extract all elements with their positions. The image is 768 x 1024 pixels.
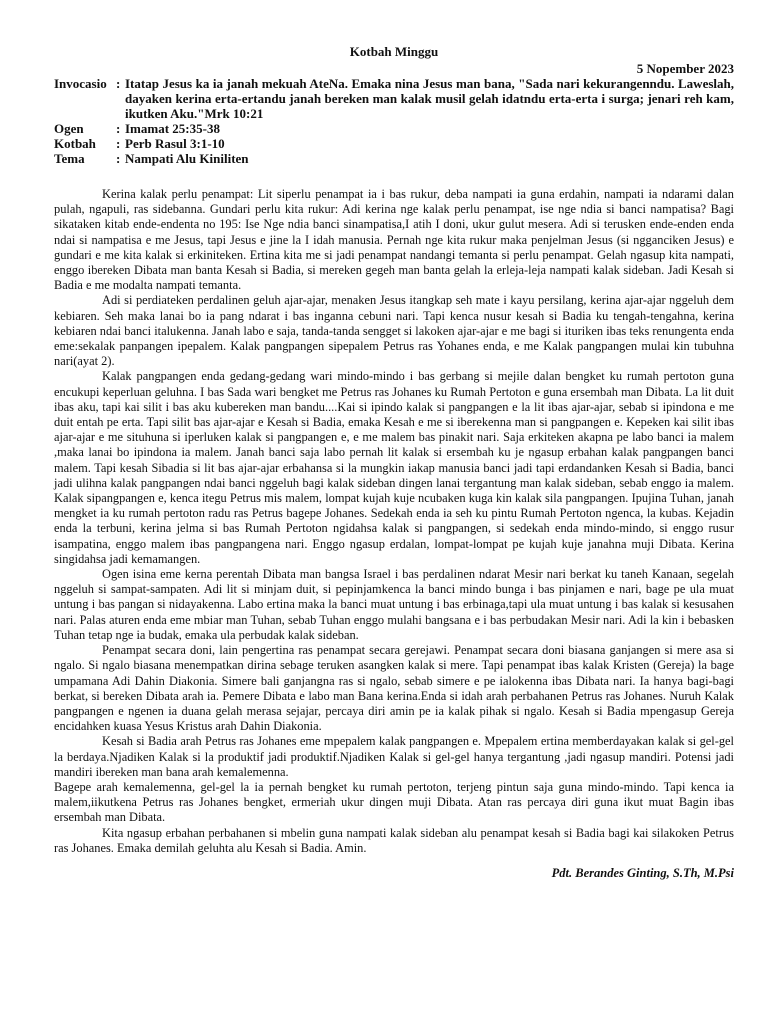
- sermon-meta: [54, 76, 734, 166]
- paragraph-8: Kita ngasup erbahan perbahanen si mbelin guna nampati kalak sideban alu penampat kesah si Badia bagi kai silakoken Petrus ras Johanes. Emaka demilah geluhta alu Kesah si Badia. Amin.: [54, 825, 734, 855]
- invocasio-value: Itatap Jesus ka ia janah mekuah AteNa. Emaka nina Jesus man bana, "Sada nari kekurangenndu. Laweslah, dayaken kerina erta-ertandu janah bereken man kalak musil gelah idatndu erta-erta i surga; jenari reh kam, ikutken Aku."Mrk 10:21: [125, 76, 734, 121]
- kotbah-label: Kotbah: [54, 136, 96, 151]
- colon: :: [116, 76, 121, 91]
- tema-label: Tema: [54, 151, 85, 166]
- paragraph-6: Kesah si Badia arah Petrus ras Johanes eme mpepalem kalak pangpangen e. Mpepalem ertina memberdayakan kalak si gel-gel la berdaya.Njadiken Kalak si la produktif jadi produktif.Njadiken Kalak si gel-gel hanya tergantung ,jadi ngasup mandiri. Potensi jadi mandiri ibereken man bana arah kemalemenna.: [54, 734, 734, 779]
- ogen-row: [54, 121, 734, 136]
- invocasio-label: Invocasio: [54, 76, 107, 91]
- colon: :: [116, 136, 121, 151]
- invocasio-row: [54, 76, 734, 121]
- sermon-page: [54, 44, 734, 881]
- section-spacer: [54, 166, 734, 187]
- sermon-body: [54, 187, 734, 856]
- colon: :: [116, 121, 121, 136]
- paragraph-4: Ogen isina eme kerna perentah Dibata man bangsa Israel i bas perdalinen ndarat Mesir nari berkat ku taneh Kanaan, segelah nggeluh si sampat-sampaten. Adi lit si minjam duit, si pepinjamkenca la banci mindo bunga i bas pinjamen e nari, bage pe ula muat untung i bas pangan si nidayakenna. Labo ertina maka la banci muat untung i bas erbinaga,tapi ula muat untung i bas kalak si kesusahen nari. Palas aturen enda eme mbiar man Tuhan, sebab Tuhan enggo mulahi bangsana e i bas perbudakan Mesir nari. Adi la kin i bebasken Tuhan tetap nge ia budak, emaka ula perbudak kalak sideban.: [54, 567, 734, 642]
- kotbah-value: Perb Rasul 3:1-10: [125, 136, 225, 151]
- kotbah-row: [54, 136, 734, 151]
- colon: :: [116, 151, 121, 166]
- paragraph-1: Kerina kalak perlu penampat: Lit siperlu penampat ia i bas rukur, deba nampati ia guna erdahin, nampati ia ndarami dalan pulah, ngapuli, ras sidebanna. Gundari perlu kita rukur: Adi kerina nge kalak perlu penampat, ise nge ndia si banci nampatisa? Bagi sikataken kitab ende-endenta no 195: Ise Nge ndia banci sinampatisa,I atih I doni, ukur gulut mesera. Adi si terusken ende-enden enda ndai si nampatisa e me Jesus, tapi Jesus e jine la I idah manusia. Pernah nge kita rukur maka penjelman Jesus (si ngganciken Jesus) e gundari e me kita kalak si erkiniteken. Ertina kita me si jadi penampat nandangi temanta si perlu penampat. Gelah ngasup kita nampati, enggo ibereken Dibata man banta Kesah si Badia, si mereken gegeh man banta gelah la erleja-leja nampati kalak sideban. Jadi Kesah si Badia e me modalta nampati temanta.: [54, 187, 734, 293]
- author-signature: Pdt. Berandes Ginting, S.Th, M.Psi: [551, 865, 734, 880]
- page-title: Kotbah Minggu: [349, 44, 439, 59]
- ogen-label: Ogen: [54, 121, 84, 136]
- tema-value: Nampati Alu Kiniliten: [125, 151, 249, 166]
- paragraph-7: Bagepe arah kemalemenna, gel-gel la ia pernah bengket ku rumah pertoton, terjeng pintun saja guna mindo-mindo. Tapi kenca ia malem,iikutkena Petrus ras Johanes bengket, ermeriah ukur dingen muji Dibata. Atan ras percaya diri guna ikut muat Bagin ibas ersembah man Dibata.: [54, 779, 734, 825]
- paragraph-2: Adi si perdiateken perdalinen geluh ajar-ajar, menaken Jesus itangkap seh mate i kayu persilang, kerina ajar-ajar nggeluh dem kebiaren. Seh maka lanai bo ia pang ndarat i bas inganna cebuni nari. Tapi kenca nusur kesah si Badia ku tengah-tengahna, kerina kebiaren ndai banci italukenna. Janah labo e saja, tanda-tanda sengget si lakoken ajar-ajar e me bagi si ituriken ibas teks renungenta enda eme:sekalak panpangen ipepalem. Kalak pangpangen sipepalem Petrus ras Yohanes enda, e me Kalak pangpangen mulai kin tubuhna nari(ayat 2).: [54, 293, 734, 369]
- paragraph-3: Kalak pangpangen enda gedang-gedang wari mindo-mindo i bas gerbang si mejile dalan bengket ku rumah pertoton guna encukupi keperluan geluhna. I bas Sada wari bengket me Petrus ras Johanes ku Rumah Pertoton e guna ersembah man Dibata. La lit duit ibas aku, tapi kai silit i bas aku kubereken man bandu....Kai si ipindo kalak si pangpangen e la lit ibas ajar-ajar, sebab si ipindona e me duit entah pe erta. Tapi silit bas ajar-ajar e Kesah si Badia, emaka Kesah e me si iberekenna man si pangpangen e. Kepeken kai silit ibas ajar-ajar e me situhuna si iperluken kalak si pangpangen e, e me malem bas pinakit nari. Saja erkiteken akapna pe labo banci ia malem ,maka lanai bo ipindona ia malem. Janah banci saja labo pernah lit kalak si ersembah ku je ngasup erbahan kalak pangpangen banci malem. Tapi kesah Sibadia si lit bas ajar-ajar erbahansa si la mungkin iakap manusia banci jadi tapi erdandanken Kesah si Badia, banci jadi ulihna kalak pangpangen ndai banci nggeluh bagi kalak sideban dingen lanai tergantung man kalak sideban, sebab enggo ia malem. Kalak sipangpangen e, kenca itegu Petrus mis malem, lompat kujah kuje ncubaken kuga kin kalak sila pangpangen. Ipujina Tuhan, janah mengket ia ku rumah pertoton radu ras Petrus bagepe Johanes. Sedekah enda ia seh ku pintu Rumah Pertoton ngenca, la kubas. Kejadin enda la terbuni, kerina jelma si bas Rumah Pertoton ngidahsa kalak si pangpangen, si sedekah enda mindo-mindo, si enggo rusur isampatina, enggo malem ibas pangpangena nari. Enggo ngasup erdalan, lompat-lompat pe kujah kuje janahna muji Dibata. Kerina singidahsa jadi kemamangen.: [54, 369, 734, 566]
- sermon-date: 5 Nopember 2023: [636, 61, 734, 76]
- ogen-value: Imamat 25:35-38: [125, 121, 220, 136]
- tema-row: [54, 151, 734, 166]
- paragraph-5: Penampat secara doni, lain pengertina ras penampat secara gerejawi. Penampat secara doni biasana ganjangen si mere asa si ngalo. Si ngalo biasana menempatkan dirina sebage teruken asangken kalak si mere. Tapi penampat ibas kalak Kristen (Gereja) la bage umpamana Adi Dahin Diakonia. Simere bali ganjangna ras si ngalo, sebab simere e pe ialokenna ibas Dibata nari. Ia hanya bagi-bagi berkat, si bereken Dibata arah ia. Pemere Dibata e labo man Bana kerina.Enda si idah arah perbahanen Petrus ras Johanes. Nuruh Kalak pangpangen e ngenen ia duana gelah merasa sejajar, percaya diri amin pe ia kalak pihak si ngalo. Kesah si Badia mpengasup Gereja encidahken kuasa Yesus Kristus arah Dahin Diakonia.: [54, 643, 734, 734]
